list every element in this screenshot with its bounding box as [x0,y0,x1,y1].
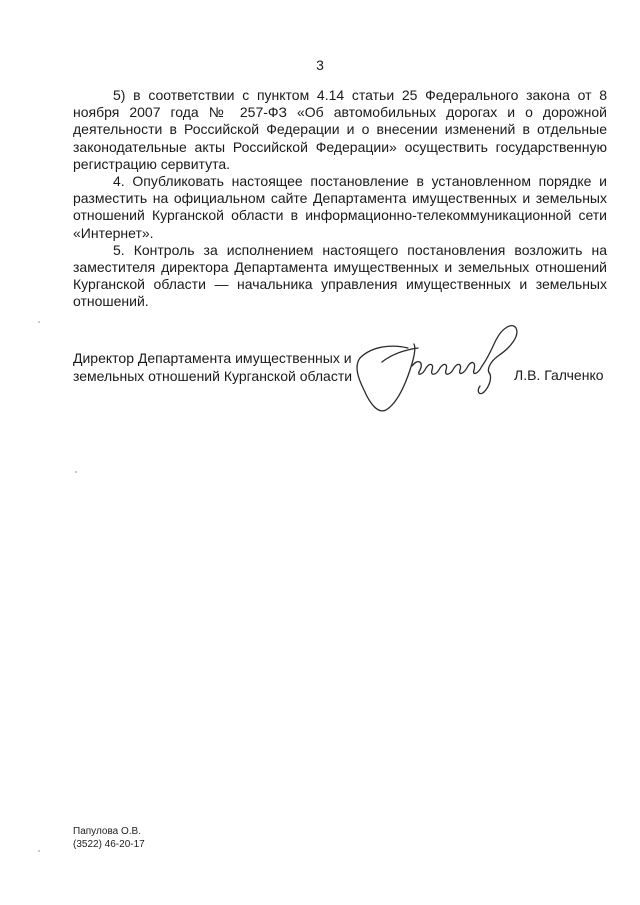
scan-speck [75,471,77,473]
executor-name: Папулова О.В. [73,826,141,837]
handwritten-signature [352,318,524,420]
paragraph-item-5-registration: 5) в соответствии с пунктом 4.14 статьи 25 Федерального закона от 8 ноября 2007 года № 257-ФЗ «Об автомобильных дорогах и о дорожной деятельности в Российской Федерации и о внесении изменений в отдельные законодательные акты Российской Федерации» осуществить государственную регистрацию сервитута. [73,87,607,172]
scan-speck [38,321,40,323]
signer-name: Л.В. Галченко [514,367,604,383]
document-body [73,87,607,311]
signer-position-line-2: земельных отношений Курганской области [73,368,353,384]
executor-phone: (3522) 46-20-17 [73,839,145,850]
signer-position [73,349,363,385]
paragraph-item-4-publication: 4. Опубликовать настоящее постановление в установленном порядке и разместить на официальном сайте Департамента имущественных и земельных отношений Курганской области в информационно-телекоммуникационной сети «Интернет». [73,173,607,241]
scan-speck [38,850,40,852]
signer-position-line-1: Директор Департамента имущественных и [73,350,352,366]
paragraph-item-5-control: 5. Контроль за исполнением настоящего постановления возложить на заместителя директора Департамента имущественных и земельных отношений Курганской области — начальника управления имущественных и земельных отношений. [73,241,607,310]
page-number: 3 [316,57,324,73]
executor-info [73,825,145,851]
